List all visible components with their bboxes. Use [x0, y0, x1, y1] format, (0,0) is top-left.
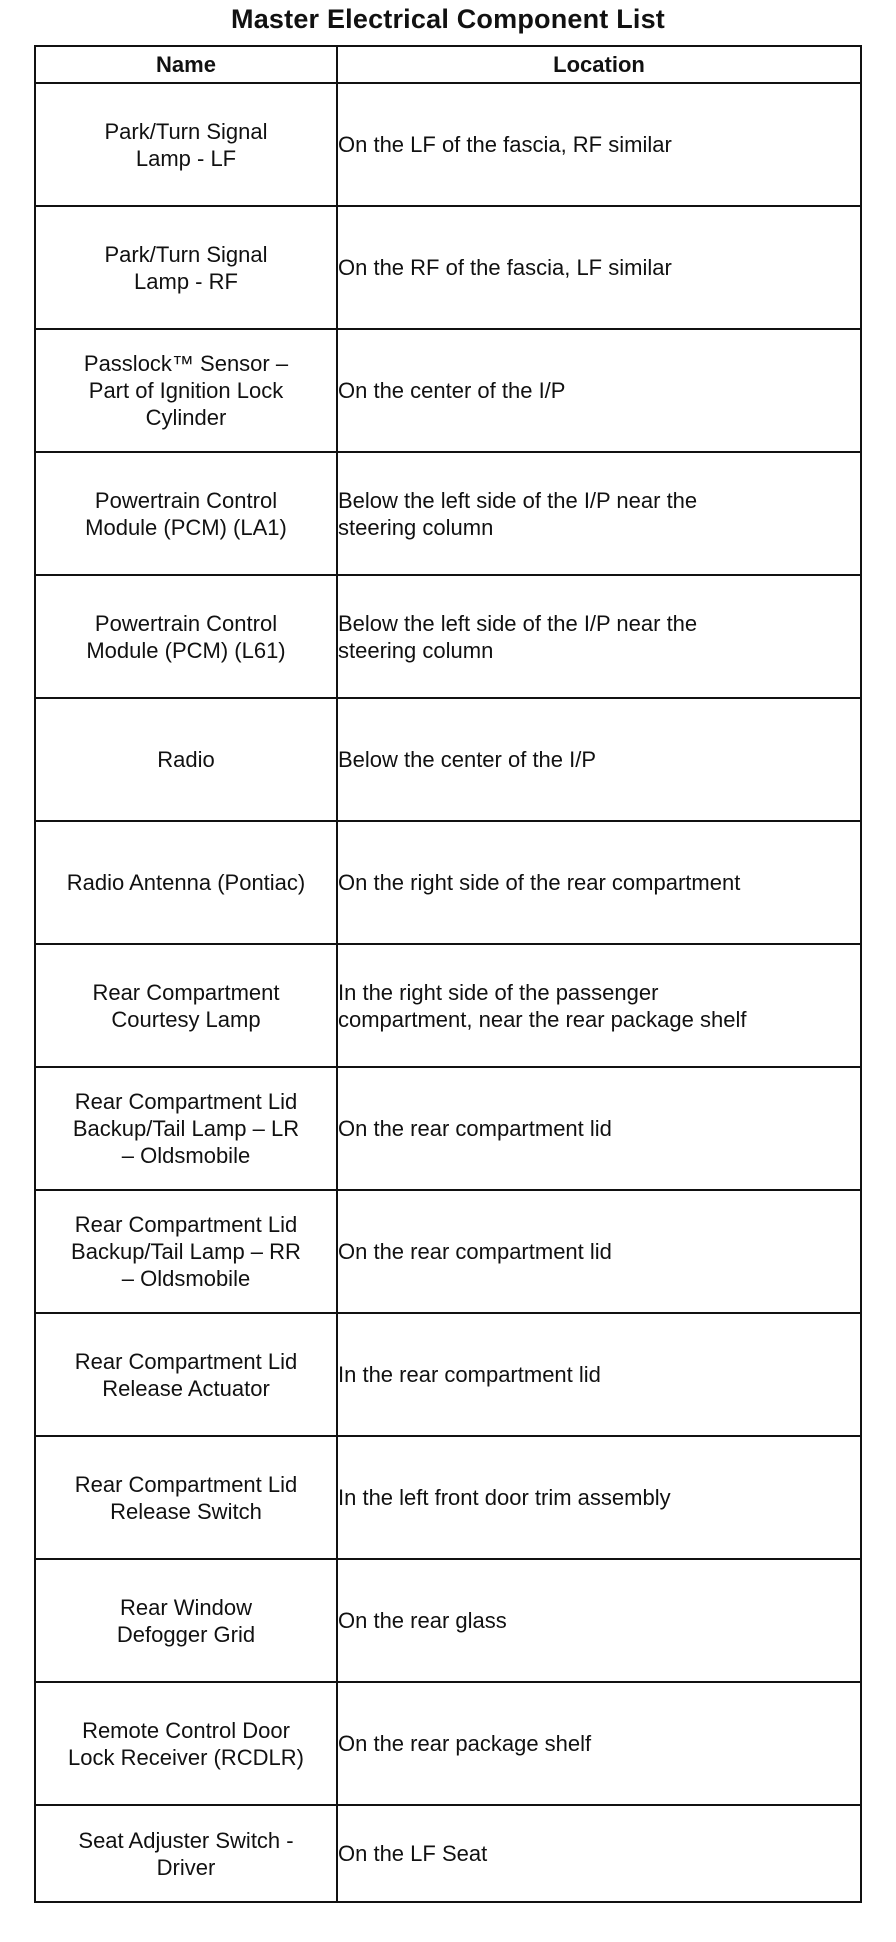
table-row [35, 206, 861, 329]
component-name-cell: Passlock™ Sensor – Part of Ignition Lock Cylinder [35, 329, 337, 452]
table-row [35, 1067, 861, 1190]
component-location-cell: On the rear glass [337, 1559, 861, 1682]
table-row [35, 1559, 861, 1682]
component-location-cell: Below the left side of the I/P near the steering column [337, 575, 861, 698]
component-location-cell: On the rear compartment lid [337, 1190, 861, 1313]
component-location-cell: On the rear package shelf [337, 1682, 861, 1805]
component-location-cell: Below the center of the I/P [337, 698, 861, 821]
component-location-cell: On the LF of the fascia, RF similar [337, 83, 861, 206]
table-row [35, 944, 861, 1067]
name-column-header: Name [35, 46, 337, 83]
location-column-header: Location [337, 46, 861, 83]
component-name-cell: Rear Compartment Courtesy Lamp [35, 944, 337, 1067]
component-name-cell: Rear Compartment Lid Release Switch [35, 1436, 337, 1559]
table-row [35, 452, 861, 575]
component-name-cell: Rear Compartment Lid Backup/Tail Lamp – LR – Oldsmobile [35, 1067, 337, 1190]
table-row [35, 698, 861, 821]
header-row [35, 46, 861, 83]
table-row [35, 1805, 861, 1902]
component-location-cell: On the center of the I/P [337, 329, 861, 452]
component-name-cell: Park/Turn Signal Lamp - LF [35, 83, 337, 206]
component-location-cell: On the right side of the rear compartment [337, 821, 861, 944]
component-name-cell: Radio Antenna (Pontiac) [35, 821, 337, 944]
component-name-cell: Rear Compartment Lid Backup/Tail Lamp – RR – Oldsmobile [35, 1190, 337, 1313]
table-row [35, 1190, 861, 1313]
table-row [35, 1313, 861, 1436]
component-location-cell: Below the left side of the I/P near the steering column [337, 452, 861, 575]
component-location-cell: On the LF Seat [337, 1805, 861, 1902]
table-row [35, 1682, 861, 1805]
page-title: Master Electrical Component List [231, 4, 665, 34]
component-name-cell: Powertrain Control Module (PCM) (LA1) [35, 452, 337, 575]
component-name-cell: Rear Compartment Lid Release Actuator [35, 1313, 337, 1436]
component-name-cell: Powertrain Control Module (PCM) (L61) [35, 575, 337, 698]
component-location-cell: On the RF of the fascia, LF similar [337, 206, 861, 329]
component-location-cell: In the left front door trim assembly [337, 1436, 861, 1559]
component-location-cell: In the rear compartment lid [337, 1313, 861, 1436]
table-row [35, 575, 861, 698]
component-table [34, 45, 862, 1903]
table-body [35, 83, 861, 1902]
component-location-cell: On the rear compartment lid [337, 1067, 861, 1190]
component-name-cell: Seat Adjuster Switch - Driver [35, 1805, 337, 1902]
table-row [35, 1436, 861, 1559]
table-row [35, 83, 861, 206]
component-name-cell: Rear Window Defogger Grid [35, 1559, 337, 1682]
table-row [35, 329, 861, 452]
table-row [35, 821, 861, 944]
component-location-cell: In the right side of the passenger compartment, near the rear package shelf [337, 944, 861, 1067]
component-name-cell: Park/Turn Signal Lamp - RF [35, 206, 337, 329]
component-name-cell: Remote Control Door Lock Receiver (RCDLR) [35, 1682, 337, 1805]
component-name-cell: Radio [35, 698, 337, 821]
